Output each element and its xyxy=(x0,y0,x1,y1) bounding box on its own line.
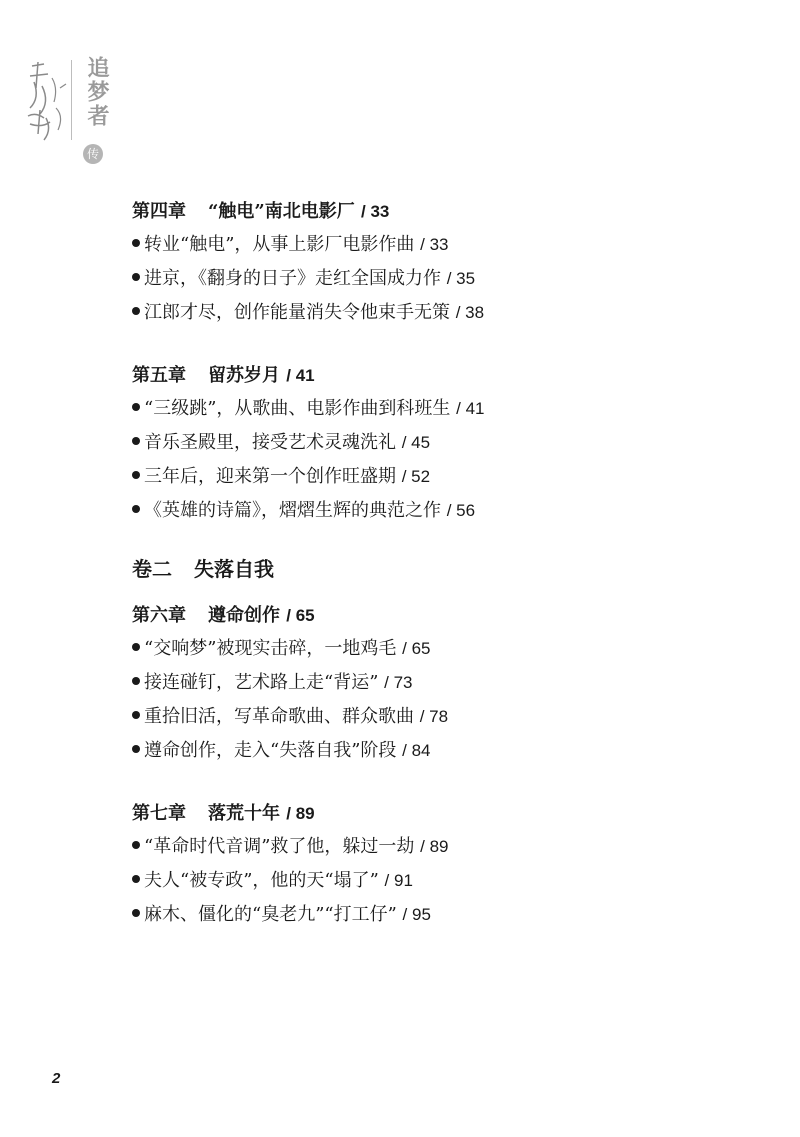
toc-item[interactable] xyxy=(132,392,752,426)
item-text: 遵命创作，走入“失落自我”阶段 xyxy=(144,740,397,761)
item-text: 江郎才尽，创作能量消失令他束手无策 xyxy=(144,302,450,323)
chapter-title[interactable] xyxy=(132,196,752,228)
item-text: “交响梦”被现实击碎，一地鸡毛 xyxy=(144,638,397,659)
chapter-title[interactable] xyxy=(132,360,752,392)
item-text: 重拾旧活，写革命歌曲、群众歌曲 xyxy=(144,706,414,727)
item-page: / 95 xyxy=(402,905,431,924)
bullet-icon xyxy=(132,677,140,685)
chapter-number: 第六章 xyxy=(132,605,186,626)
chapter-page: / 89 xyxy=(286,804,315,823)
toc-item[interactable] xyxy=(132,494,752,528)
bullet-icon xyxy=(132,307,140,315)
chapter-name: 留苏岁月 xyxy=(208,365,280,386)
chapter-7 xyxy=(132,798,752,932)
chapter-number: 第五章 xyxy=(132,365,186,386)
toc-item[interactable] xyxy=(132,700,752,734)
bullet-icon xyxy=(132,471,140,479)
item-page: / 73 xyxy=(384,673,413,692)
chapter-page: / 65 xyxy=(286,606,315,625)
item-page: / 84 xyxy=(402,741,431,760)
chapter-name: “触电”南北电影厂 xyxy=(208,201,355,222)
volume-title[interactable] xyxy=(132,552,752,586)
item-text: 《英雄的诗篇》，熠熠生辉的典范之作 xyxy=(144,500,441,521)
item-text: 接连碰钉，艺术路上走“背运” xyxy=(144,672,379,693)
bullet-icon xyxy=(132,643,140,651)
item-text: 进京，《翻身的日子》走红全国成力作 xyxy=(144,268,441,289)
chapter-page: / 41 xyxy=(286,366,315,385)
page-number: 2 xyxy=(52,1070,61,1087)
item-page: / 78 xyxy=(419,707,449,726)
toc-item[interactable] xyxy=(132,864,752,898)
bullet-icon xyxy=(132,875,140,883)
chapter-title[interactable] xyxy=(132,798,752,830)
bullet-icon xyxy=(132,437,140,445)
table-of-contents xyxy=(132,196,752,932)
toc-item[interactable] xyxy=(132,830,752,864)
item-page: / 45 xyxy=(401,433,431,452)
item-page: / 91 xyxy=(384,871,413,890)
toc-item[interactable] xyxy=(132,632,752,666)
chapter-5 xyxy=(132,360,752,528)
item-page: / 52 xyxy=(401,467,431,486)
bullet-icon xyxy=(132,745,140,753)
toc-item[interactable] xyxy=(132,426,752,460)
toc-item[interactable] xyxy=(132,228,752,262)
signature-logo xyxy=(22,58,70,148)
chapter-4 xyxy=(132,196,752,330)
volume-name: 失落自我 xyxy=(194,557,274,581)
item-text: 夫人“被专政”，他的天“塌了” xyxy=(144,870,379,891)
item-page: / 65 xyxy=(402,639,431,658)
bullet-icon xyxy=(132,505,140,513)
toc-item[interactable] xyxy=(132,666,752,700)
item-page: / 35 xyxy=(446,269,476,288)
chapter-page: / 33 xyxy=(361,202,390,221)
series-title: 追梦者 xyxy=(84,56,110,128)
toc-item[interactable] xyxy=(132,460,752,494)
item-text: 音乐圣殿里，接受艺术灵魂洗礼 xyxy=(144,432,396,453)
chapter-number: 第七章 xyxy=(132,803,186,824)
chapter-title[interactable] xyxy=(132,600,752,632)
toc-item[interactable] xyxy=(132,296,752,330)
item-page: / 41 xyxy=(456,399,485,418)
chapter-name: 落荒十年 xyxy=(208,803,280,824)
toc-item[interactable] xyxy=(132,734,752,768)
item-text: “革命时代音调”救了他，躲过一劫 xyxy=(144,836,415,857)
biography-seal: 传 xyxy=(83,144,103,164)
item-page: / 38 xyxy=(455,303,485,322)
item-text: 三年后，迎来第一个创作旺盛期 xyxy=(144,466,396,487)
item-text: 转业“触电”，从事上影厂电影作曲 xyxy=(144,234,415,255)
item-page: / 89 xyxy=(420,837,449,856)
bullet-icon xyxy=(132,273,140,281)
bullet-icon xyxy=(132,841,140,849)
header-divider xyxy=(71,60,72,140)
item-page: / 56 xyxy=(446,501,476,520)
chapter-name: 遵命创作 xyxy=(208,605,280,626)
toc-item[interactable] xyxy=(132,898,752,932)
bullet-icon xyxy=(132,403,140,411)
chapter-number: 第四章 xyxy=(132,201,186,222)
item-text: 麻木、僵化的“臭老九”“打工仔” xyxy=(144,904,397,925)
bullet-icon xyxy=(132,239,140,247)
toc-item[interactable] xyxy=(132,262,752,296)
chapter-6 xyxy=(132,600,752,768)
bullet-icon xyxy=(132,909,140,917)
item-page: / 33 xyxy=(420,235,449,254)
bullet-icon xyxy=(132,711,140,719)
volume-number: 卷二 xyxy=(132,557,172,581)
series-header xyxy=(22,28,112,161)
item-text: “三级跳”，从歌曲、电影作曲到科班生 xyxy=(144,398,451,419)
